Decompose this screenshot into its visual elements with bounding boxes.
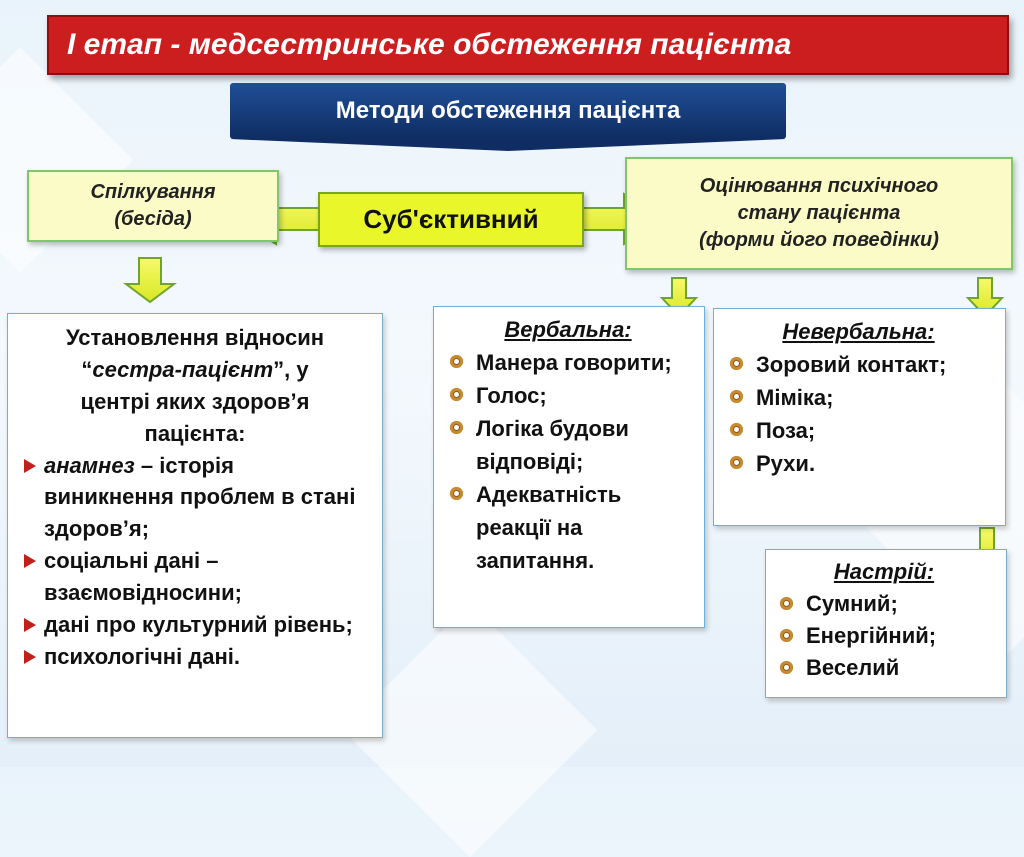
item-text: Сумний; (806, 590, 898, 616)
communication-line2: (бесіда) (114, 208, 192, 230)
verbal-list (446, 346, 690, 577)
relations-intro-italic: сестра-пацієнт (92, 356, 274, 382)
relations-intro (22, 322, 368, 450)
mental-state-line1: Оцінювання психічного (699, 175, 939, 197)
relations-list (22, 450, 368, 673)
mental-state-line3: (форми його поведінки) (699, 229, 939, 251)
gear-bullet-icon (730, 456, 743, 469)
item-text: Голос; (476, 383, 547, 408)
item-text: Веселий (806, 654, 900, 680)
nonverbal-list (726, 348, 991, 480)
subtitle-banner-tip (230, 139, 786, 151)
list-item (726, 414, 991, 447)
gear-bullet-icon (780, 597, 793, 610)
list-item (22, 641, 368, 673)
subtitle-text: Методи обстеження пацієнта (335, 97, 681, 124)
list-item (22, 450, 368, 546)
subtitle-banner (230, 83, 786, 139)
gear-bullet-icon (780, 629, 793, 642)
gear-bullet-icon (450, 421, 463, 434)
list-item (726, 381, 991, 414)
mental-state-line2: стану пацієнта (737, 202, 901, 224)
verbal-title: Вербальна: (504, 317, 632, 342)
nonverbal-box (713, 308, 1006, 526)
gear-bullet-icon (730, 357, 743, 370)
gear-bullet-icon (730, 423, 743, 436)
communication-line1: Спілкування (90, 181, 216, 203)
mental-state-box (625, 157, 1013, 270)
arrow-bullet-icon (24, 554, 36, 568)
relations-intro-line: Установлення відносин (65, 325, 325, 350)
gear-bullet-icon (450, 487, 463, 500)
item-text: Логіка будови відповіді; (476, 416, 629, 474)
list-item (446, 412, 690, 478)
mood-box (765, 549, 1007, 698)
list-item (446, 478, 690, 577)
item-text: Зоровий контакт; (756, 352, 947, 377)
gear-bullet-icon (780, 661, 793, 674)
item-text: Поза; (756, 418, 816, 443)
arrow-bullet-icon (24, 618, 36, 632)
subjective-method-text: Суб'єктивний (363, 204, 539, 234)
item-text: Манера говорити; (476, 350, 672, 375)
gear-bullet-icon (450, 355, 463, 368)
list-item (22, 545, 368, 609)
list-item (22, 609, 368, 641)
slide-title-text: І етап - медсестринське обстеження пацієнта (67, 28, 792, 61)
slide-title (47, 15, 1009, 75)
item-text: соціальні дані – взаємовідносини; (44, 548, 242, 606)
subjective-method-label (318, 192, 584, 247)
item-text: Міміка; (756, 385, 834, 410)
list-item (776, 620, 992, 652)
item-text: – історія виникнення проблем в стані здоров’я; (44, 452, 356, 542)
item-text: психологічні дані. (44, 643, 241, 669)
list-item (776, 588, 992, 620)
list-item (726, 348, 991, 381)
item-text: Енергійний; (806, 622, 937, 648)
item-text: Рухи. (756, 451, 816, 476)
gear-bullet-icon (450, 388, 463, 401)
item-text: дані про культурний рівень; (44, 612, 353, 638)
item-text: Адекватність реакції на запитання. (476, 482, 622, 573)
list-item (776, 652, 992, 684)
mood-title: Настрій: (833, 559, 935, 584)
term-italic: анамнез (44, 452, 135, 478)
mood-list (776, 588, 992, 684)
relations-intro-line: пацієнта: (144, 420, 246, 446)
arrow-bullet-icon (24, 459, 36, 473)
down-arrow-left (126, 258, 174, 302)
nonverbal-title: Невербальна: (782, 319, 935, 344)
relations-intro-line: “сестра-пацієнт”, у (81, 356, 309, 382)
verbal-box (433, 306, 705, 628)
list-item (446, 379, 690, 412)
arrow-bullet-icon (24, 650, 36, 664)
relations-intro-line: центрі яких здоров’я (80, 388, 310, 414)
list-item (726, 447, 991, 480)
gear-bullet-icon (730, 390, 743, 403)
communication-box (27, 170, 279, 242)
relations-box (7, 313, 383, 738)
list-item (446, 346, 690, 379)
